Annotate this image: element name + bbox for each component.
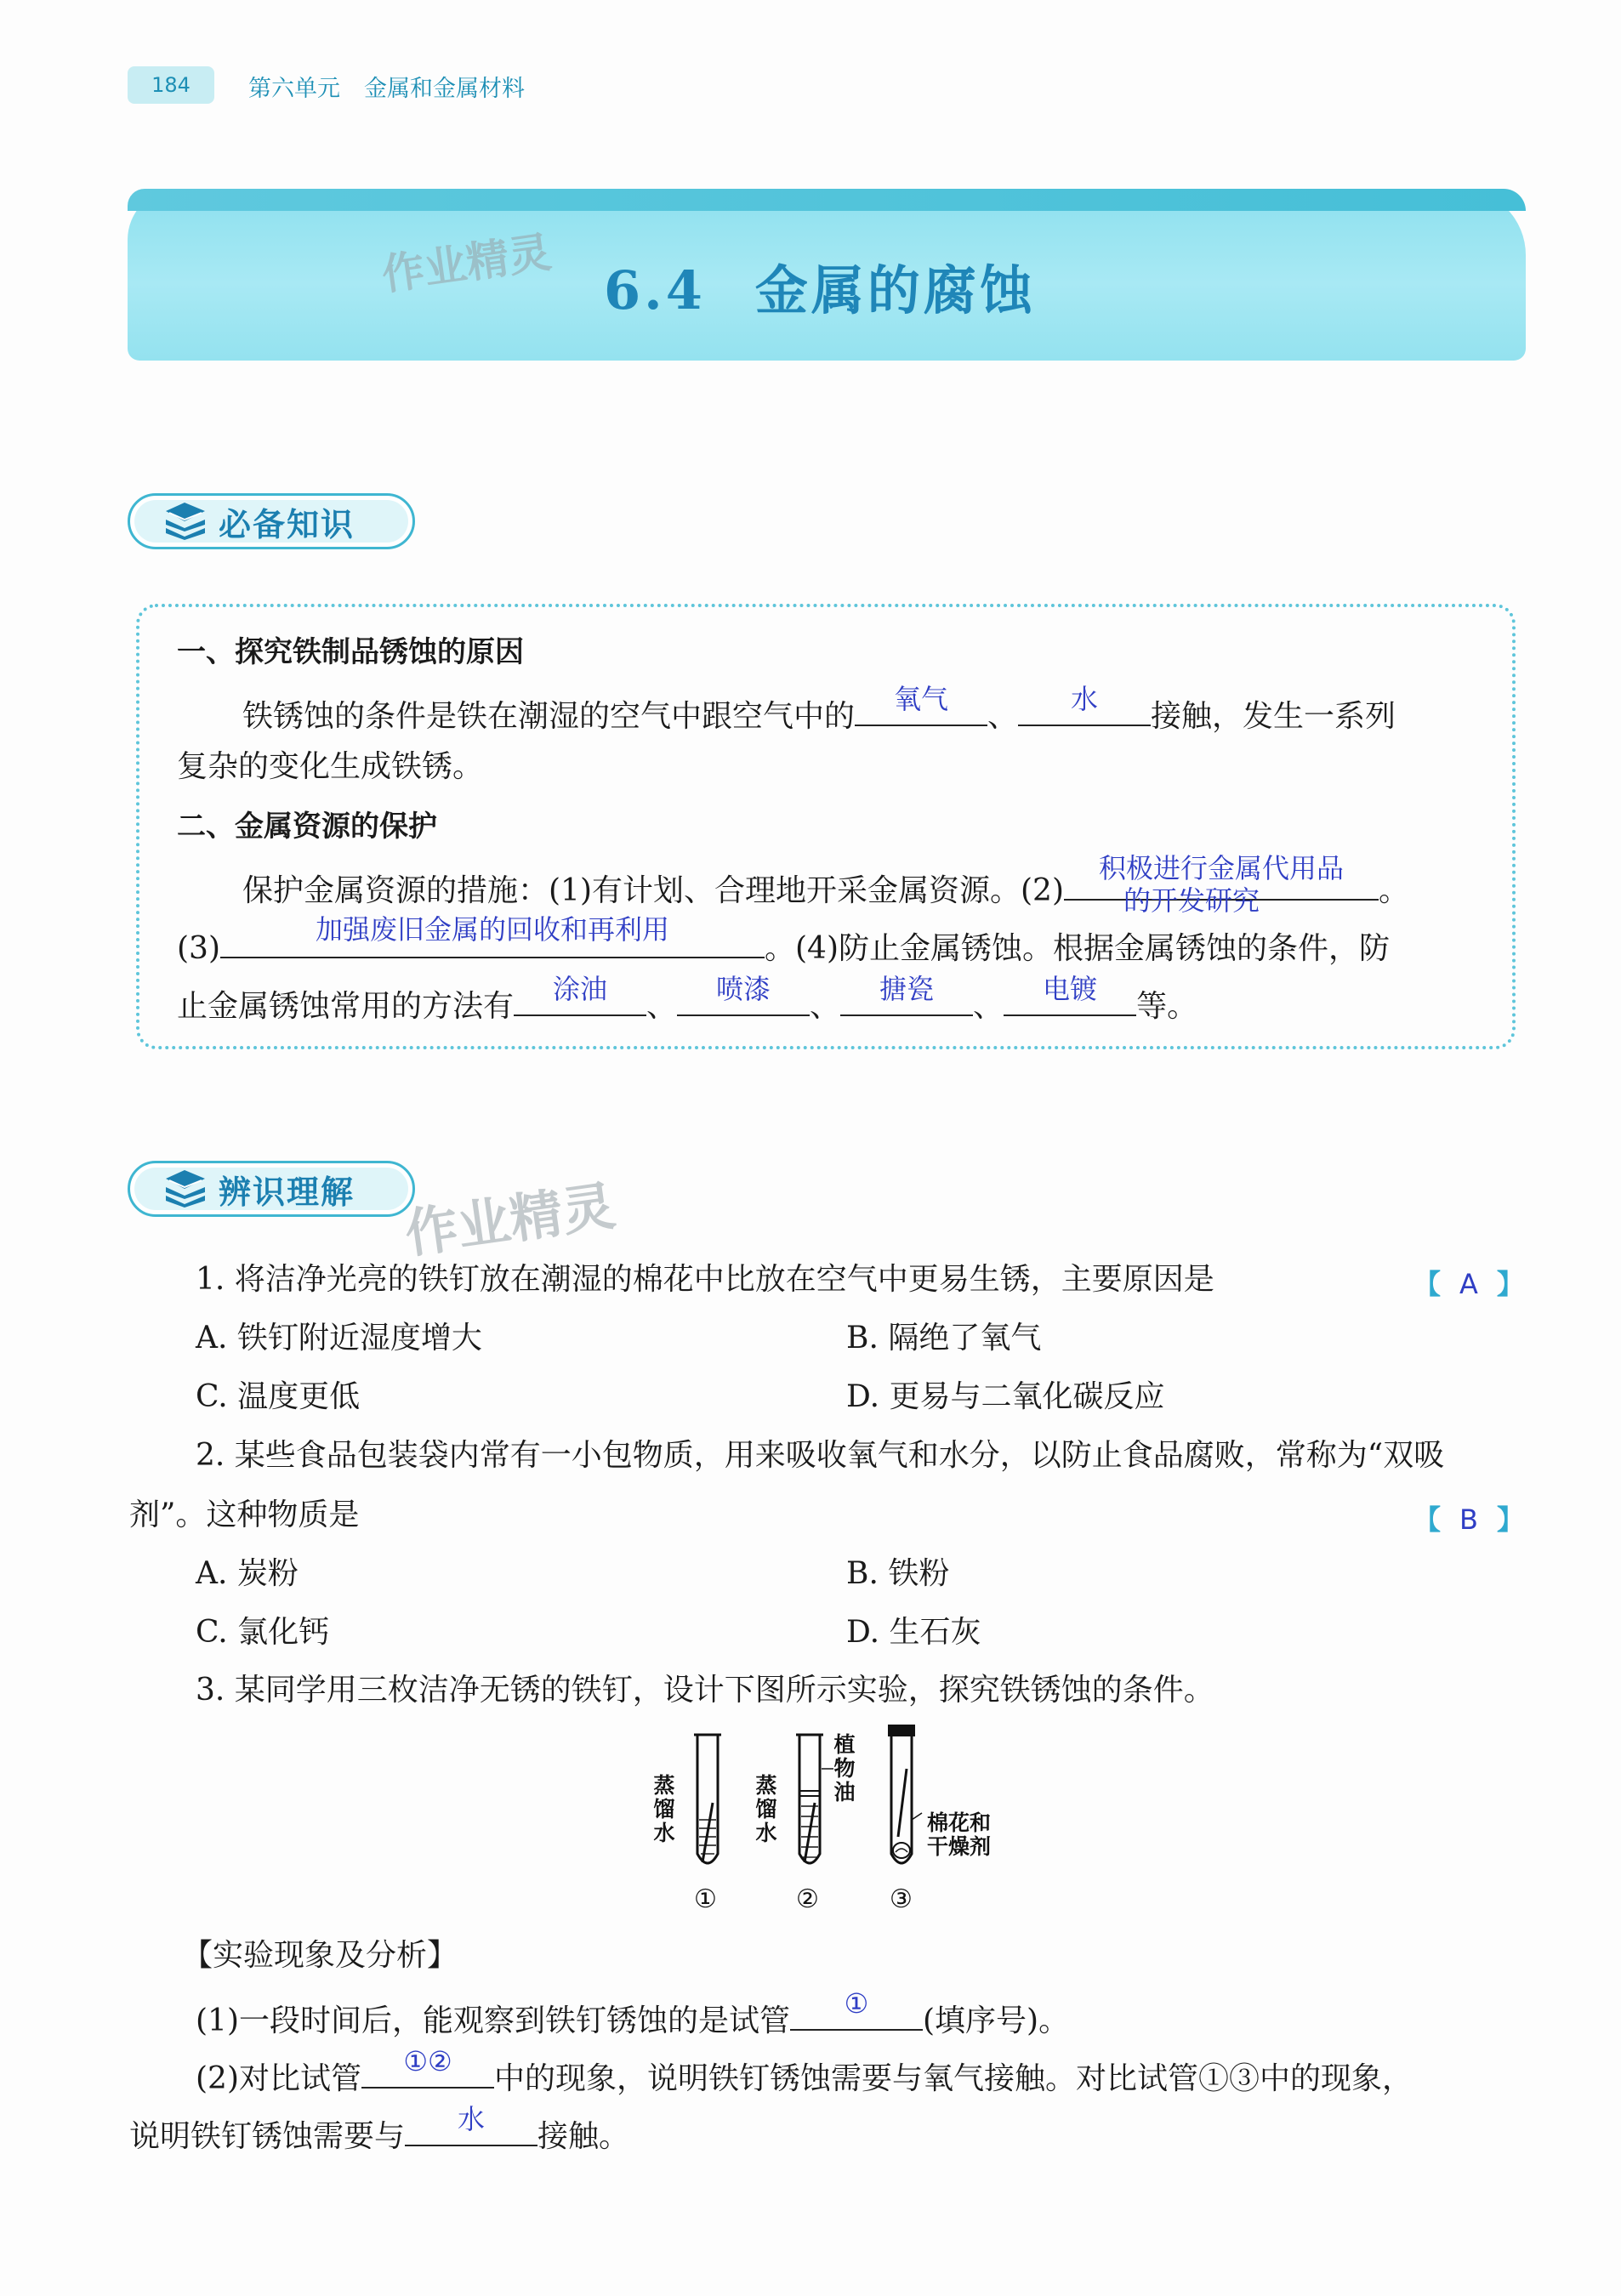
question-1-option-b: B. 隔绝了氧气 bbox=[846, 1321, 1042, 1355]
question-3-sub-1 bbox=[196, 1987, 1070, 2040]
practice-label bbox=[128, 1161, 415, 1217]
text: 等。 bbox=[1136, 989, 1198, 1024]
question-2-stem-line-1: 2. 某些食品包装袋内常有一小包物质，用来吸收氧气和水分，以防止食品腐败，常称为“双吸 bbox=[196, 1438, 1445, 1473]
tube-1-number: ① bbox=[694, 1884, 717, 1914]
blank-method-3 bbox=[840, 973, 973, 1016]
text: 干燥剂 bbox=[927, 1834, 992, 1859]
bracket: 【 bbox=[1413, 1503, 1442, 1536]
text: 、 bbox=[973, 989, 1004, 1024]
blank-recycling bbox=[220, 913, 765, 958]
handwritten-answer: 氧气 bbox=[894, 683, 949, 715]
handwritten-answer: 电镀 bbox=[1043, 973, 1098, 1005]
knowledge-label bbox=[128, 493, 415, 549]
heading-rust-causes: 一、探究铁制品锈蚀的原因 bbox=[177, 635, 524, 669]
handwritten-answer: B bbox=[1459, 1503, 1478, 1536]
knowledge-line-5 bbox=[177, 973, 1198, 1026]
tube-1-label: 蒸馏水 bbox=[653, 1773, 675, 1845]
handwritten-answer: 水 bbox=[1071, 683, 1099, 715]
question-1-answer bbox=[1413, 1263, 1524, 1302]
text: 。(4)防止金属锈蚀。根据金属锈蚀的条件，防 bbox=[765, 931, 1390, 966]
question-3-stem: 3. 某同学用三枚洁净无锈的铁钉，设计下图所示实验，探究铁锈蚀的条件。 bbox=[196, 1673, 1214, 1708]
question-2-option-d: D. 生石灰 bbox=[846, 1615, 981, 1650]
running-header bbox=[248, 70, 525, 103]
section-name: 金属的腐蚀 bbox=[754, 259, 1036, 321]
question-1-option-a: A. 铁钉附近湿度增大 bbox=[196, 1321, 482, 1355]
question-1-stem: 1. 将洁净光亮的铁钉放在潮湿的棉花中比放在空气中更易生锈，主要原因是 bbox=[196, 1262, 1214, 1297]
practice-label-text: 辨识理解 bbox=[219, 1173, 355, 1211]
knowledge-line-1 bbox=[242, 683, 1396, 736]
text: 接触。 bbox=[537, 2119, 630, 2154]
knowledge-label-text: 必备知识 bbox=[219, 505, 355, 543]
question-2-option-c: C. 氯化钙 bbox=[196, 1615, 330, 1650]
question-3-sub-3 bbox=[129, 2103, 630, 2156]
blank-method-1 bbox=[514, 973, 646, 1016]
handwritten-answer: 加强废旧金属的回收和再利用 bbox=[315, 913, 669, 946]
books-icon bbox=[161, 1170, 208, 1208]
blank-water-needed bbox=[405, 2103, 537, 2146]
question-1-option-c: C. 温度更低 bbox=[196, 1379, 361, 1414]
text: 接触，发生一系列 bbox=[1151, 699, 1396, 734]
blank-substitute-research bbox=[1064, 852, 1379, 917]
blank-method-2 bbox=[677, 973, 810, 1016]
knowledge-line-2: 复杂的变化生成铁锈。 bbox=[177, 749, 484, 784]
question-2-option-b: B. 铁粉 bbox=[846, 1556, 950, 1591]
section-title bbox=[604, 248, 1036, 324]
unit-label: 第六单元 bbox=[248, 76, 340, 102]
analysis-heading: 【实验现象及分析】 bbox=[182, 1938, 458, 1973]
bracket: 】 bbox=[1496, 1268, 1524, 1300]
handwritten-answer: 积极进行金属代用品 bbox=[1098, 852, 1344, 884]
blank-method-4 bbox=[1004, 973, 1136, 1016]
tube-3-number: ③ bbox=[890, 1884, 913, 1914]
handwritten-answer: 的开发研究 bbox=[1123, 884, 1260, 917]
knowledge-line-4 bbox=[177, 913, 1390, 968]
text: 、 bbox=[646, 989, 678, 1024]
books-icon bbox=[161, 503, 208, 540]
question-1-option-d: D. 更易与二氧化碳反应 bbox=[846, 1379, 1165, 1414]
blank-tube-rusted bbox=[790, 1987, 923, 2031]
question-3-sub-2 bbox=[196, 2045, 1413, 2098]
question-2-stem-line-2: 剂”。这种物质是 bbox=[129, 1498, 360, 1532]
question-2-option-a: A. 炭粉 bbox=[196, 1556, 299, 1591]
text: 棉花和 bbox=[927, 1810, 992, 1835]
handwritten-answer: A bbox=[1459, 1268, 1478, 1300]
watermark: 作业精灵 bbox=[378, 227, 555, 300]
blank-oxygen bbox=[855, 683, 987, 726]
text: 中的现象，说明铁钉锈蚀需要与氧气接触。对比试管①③中的现象， bbox=[494, 2061, 1413, 2096]
text: 。 bbox=[1379, 873, 1410, 908]
text: 、 bbox=[810, 989, 841, 1024]
blank-water bbox=[1018, 683, 1151, 726]
section-number: 6.4 bbox=[604, 259, 706, 321]
watermark: 作业精灵 bbox=[401, 1174, 619, 1265]
tube-3-label bbox=[927, 1811, 991, 1859]
handwritten-answer: 水 bbox=[458, 2103, 486, 2135]
tube-2-number: ② bbox=[796, 1884, 819, 1914]
text: (3) bbox=[177, 931, 220, 966]
text: 止金属锈蚀常用的方法有 bbox=[177, 989, 515, 1024]
page-number: 184 bbox=[128, 66, 214, 104]
tube-2-label-oil: 植物油 bbox=[833, 1732, 856, 1804]
handwritten-answer: 喷漆 bbox=[716, 973, 771, 1005]
text: (2)对比试管 bbox=[196, 2061, 361, 2096]
unit-title: 金属和金属材料 bbox=[364, 76, 525, 102]
text: (1)一段时间后，能观察到铁钉锈蚀的是试管 bbox=[196, 2003, 790, 2038]
blank-tubes-compared bbox=[361, 2045, 494, 2089]
text: 铁锈蚀的条件是铁在潮湿的空气中跟空气中的 bbox=[242, 699, 856, 734]
text: 说明铁钉锈蚀需要与 bbox=[129, 2119, 406, 2154]
bracket: 】 bbox=[1496, 1503, 1524, 1536]
knowledge-line-3 bbox=[242, 852, 1410, 917]
handwritten-answer: ①② bbox=[403, 2045, 452, 2077]
text: (填序号)。 bbox=[923, 2003, 1070, 2038]
text: 、 bbox=[987, 699, 1019, 734]
handwritten-answer: ① bbox=[844, 1987, 869, 2020]
text: 保护金属资源的措施：(1)有计划、合理地开采金属资源。(2) bbox=[242, 873, 1064, 908]
tube-2-label-water: 蒸馏水 bbox=[755, 1773, 777, 1845]
handwritten-answer: 搪瓷 bbox=[879, 973, 935, 1005]
heading-resource-protection: 二、金属资源的保护 bbox=[177, 810, 437, 844]
question-2-answer bbox=[1413, 1498, 1524, 1537]
bracket: 【 bbox=[1413, 1268, 1442, 1300]
handwritten-answer: 涂油 bbox=[553, 973, 608, 1005]
experiment-figure bbox=[629, 1718, 1021, 1922]
